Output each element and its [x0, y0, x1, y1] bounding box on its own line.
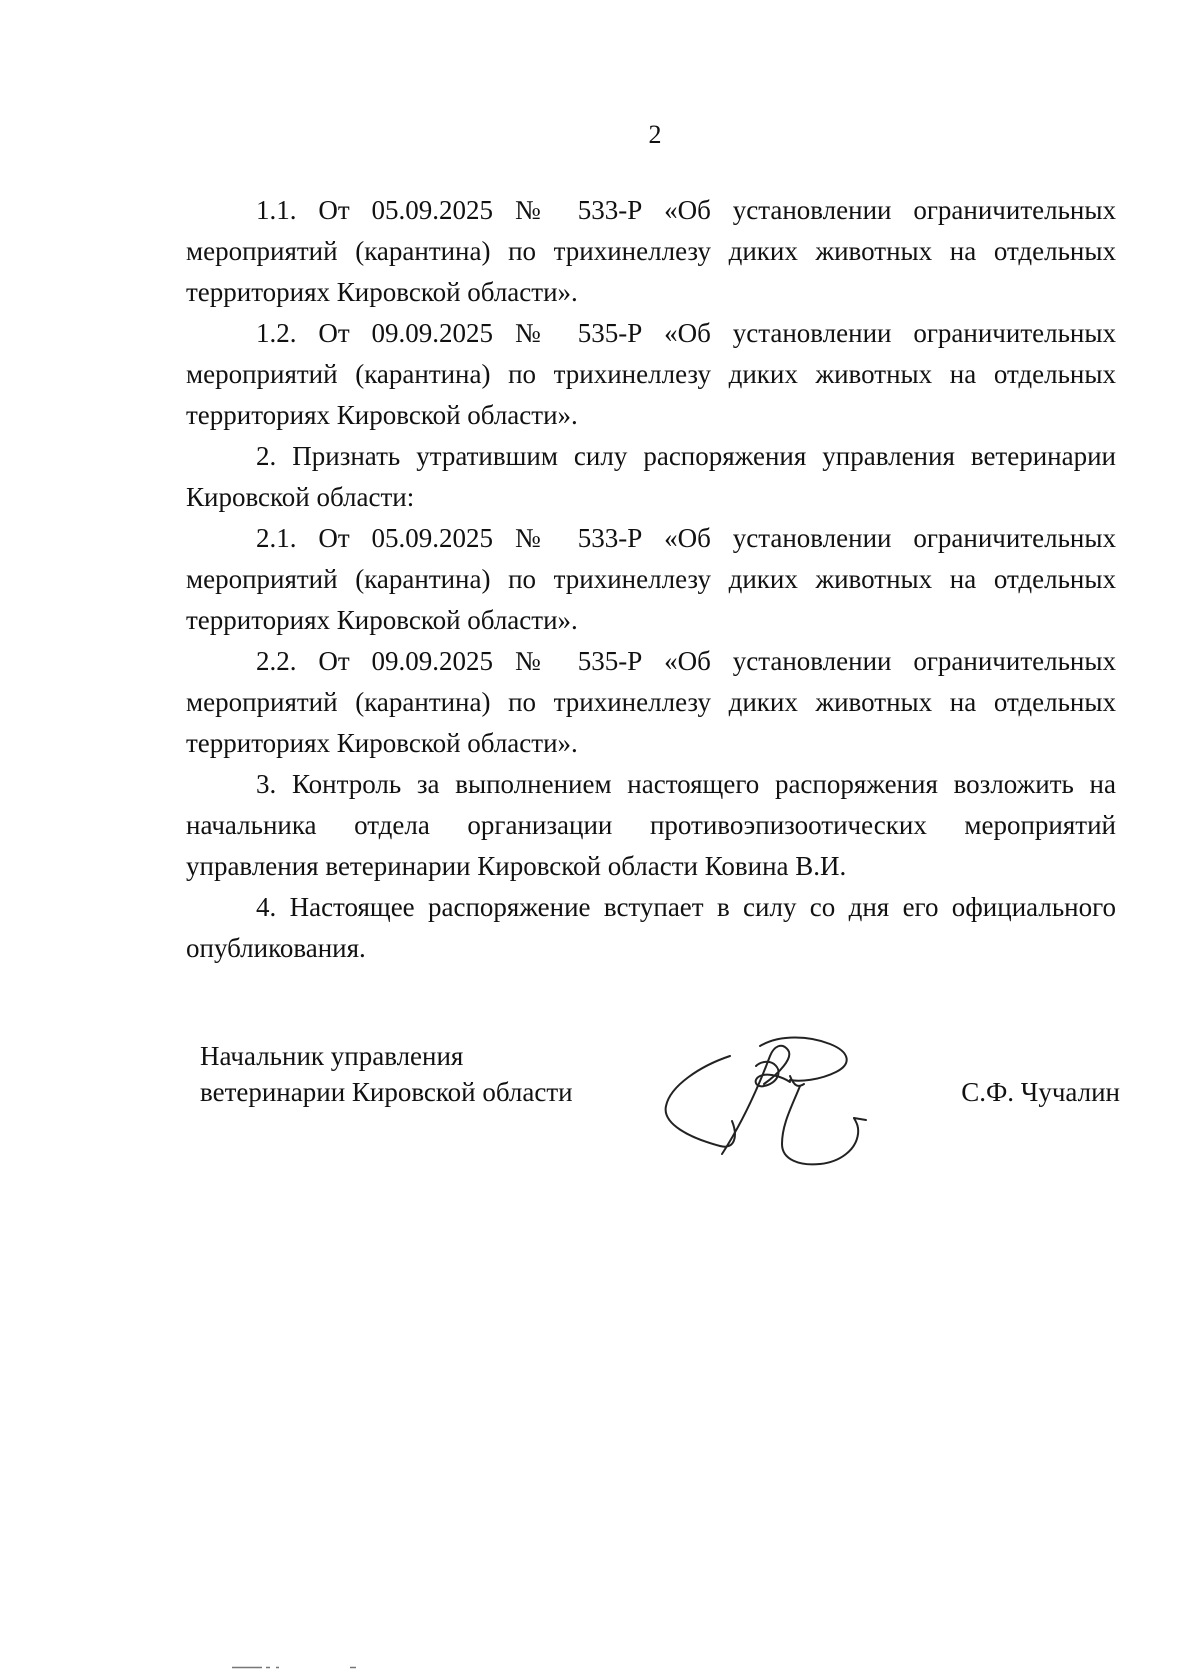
- paragraph-2-1: 2.1. От 05.09.2025 № 533-Р «Об установлении ограничительных мероприятий (карантина) по трихинеллезу диких животных на отдельных территориях Кировской области».: [186, 523, 1116, 635]
- page-number: 2: [648, 120, 662, 149]
- signatory-title-line-1: Начальник управления: [200, 1041, 464, 1071]
- paragraph-1-2: 1.2. От 09.09.2025 № 535-Р «Об установлении ограничительных мероприятий (карантина) по трихинеллезу диких животных на отдельных территориях Кировской области».: [186, 318, 1116, 430]
- signature-block: [200, 1038, 1120, 1188]
- paragraph-1-1: 1.1. От 05.09.2025 № 533-Р «Об установлении ограничительных мероприятий (карантина) по трихинеллезу диких животных на отдельных территориях Кировской области».: [186, 195, 1116, 307]
- signatory-title-line-2: ветеринарии Кировской области: [200, 1077, 573, 1107]
- scan-artifact: [232, 1666, 362, 1669]
- paragraph-2: 2. Признать утратившим силу распоряжения управления ветеринарии Кировской области:: [186, 441, 1116, 512]
- paragraph-4: 4. Настоящее распоряжение вступает в силу со дня его официального опубликования.: [186, 892, 1116, 963]
- paragraph-2-2: 2.2. От 09.09.2025 № 535-Р «Об установлении ограничительных мероприятий (карантина) по трихинеллезу диких животных на отдельных территориях Кировской области».: [186, 646, 1116, 758]
- paragraph-3: 3. Контроль за выполнением настоящего распоряжения возложить на начальника отдела организации противоэпизоотических мероприятий управления ветеринарии Кировской области Ковина В.И.: [186, 769, 1116, 881]
- signatory-name: С.Ф. Чучалин: [961, 1077, 1120, 1107]
- handwritten-signature: [660, 1026, 880, 1176]
- document-body: [186, 190, 1116, 969]
- signatory-title: [200, 1038, 573, 1110]
